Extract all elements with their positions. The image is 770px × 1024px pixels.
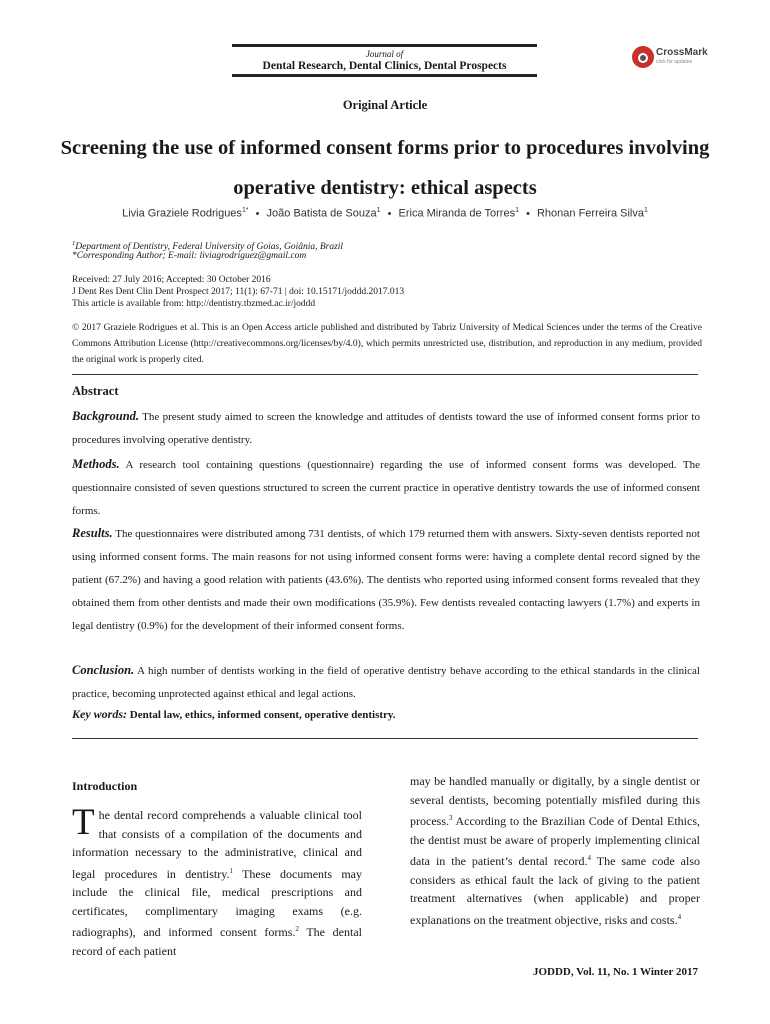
methods-text: A research tool containing questions (questionnaire) regarding the use of informed consent forms was developed. The questionnaire consisted of seven questions structured to screen the current practice in operative dentistry towards the use of informed consent forms. bbox=[72, 459, 700, 517]
author-sup: 1 bbox=[515, 207, 519, 214]
citation-sup: 2 bbox=[295, 925, 299, 933]
abstract-methods bbox=[72, 453, 700, 523]
introduction-left-column: The dental record comprehends a valuable clinical tool that consists of a compilation of the documents and information necessary to the administrative, clinical and legal procedures in dentistry.$^1$ These documents may include the clinical file, medical prescriptions and certificates, complimentary imaging exams (e.g. radiographs), and informed consent forms.$^2$ The dental record of each patient bbox=[72, 802, 363, 958]
abstract-results bbox=[72, 522, 700, 638]
keywords-label: Key words: bbox=[72, 707, 127, 721]
author-name: Livia Graziele Rodrigues bbox=[122, 207, 242, 220]
abstract-conclusion bbox=[72, 659, 700, 706]
background-text: The present study aimed to screen the knowledge and attitudes of dentists toward the use of informed consent forms prior to procedures involving operative dentistry. bbox=[72, 411, 700, 446]
availability-url: This article is available from: http://dentistry.tbzmed.ac.ir/joddd bbox=[72, 299, 316, 309]
crossmark-sub: click for updates bbox=[656, 59, 693, 65]
journal-name: Dental Research, Dental Clinics, Dental Prospects bbox=[262, 60, 507, 72]
journal-of-label: Journal of bbox=[365, 49, 404, 59]
affiliation-department: $^1$Department of Dentistry, Federal University of Goias, Goiânia, Brazil bbox=[72, 240, 344, 253]
methods-heading: Methods. bbox=[72, 457, 120, 471]
corresponding-author: *Corresponding Author; E-mail: liviagrodriguez@gmail.com bbox=[72, 251, 307, 261]
citation-sup: 3 bbox=[449, 814, 453, 822]
article-type: Original Article bbox=[342, 98, 428, 112]
keywords-list: Dental law, ethics, informed consent, operative dentistry. bbox=[129, 709, 396, 721]
conclusion-heading: Conclusion. bbox=[72, 663, 135, 677]
divider-bottom bbox=[72, 738, 698, 739]
author-separator: • bbox=[387, 207, 392, 220]
introduction-right-column: may be handled manually or digitally, by a single dentist or several dentists, becoming potentially misfiled during this process.$^3$ According to the Brazilian Code of Dental Ethics, the dentist must be aware of properly implementing clinical data in the patient’s dental record.$^4$ The same code also considers as ethical fault the lack of giving to the patient treatment alternatives (when applicable) and proper explanations on the treatment objective, risks and costs.$^4$ bbox=[410, 774, 700, 927]
journal-masthead bbox=[232, 44, 537, 77]
citation-doi: J Dent Res Dent Clin Dent Prospect 2017; 11(1): 67-71 | doi: 10.15171/joddd.2017.013 bbox=[72, 287, 405, 297]
crossmark-badge[interactable] bbox=[632, 44, 708, 72]
crossmark-label: CrossMark bbox=[656, 47, 708, 58]
abstract-background bbox=[72, 405, 700, 452]
masthead-rule-bottom bbox=[232, 74, 537, 77]
citation-sup: 4 bbox=[677, 912, 682, 921]
author-sup: 1 bbox=[643, 207, 648, 214]
crossmark-icon bbox=[632, 46, 654, 68]
introduction-heading: Introduction bbox=[72, 779, 138, 793]
results-text: The questionnaires were distributed among 731 dentists, of which 179 returned them with answers. Sixty-seven dentists reported not using informed consent forms. The main reasons for not using informed consent forms were: having a complete dental record signed by the patient (67.2%) and having a good relation with patients (43.6%). The dentists who reported using informed consent forms revealed that they obtained them from other dentists and made their own modifications (35.9%). Few dentists revealed contacting lawyers (1.7%) and experts in legal dentistry (0.9%) for the development of their informed consent forms. bbox=[72, 528, 700, 632]
citation-sup: 1 bbox=[229, 866, 233, 875]
author-sup: 1* bbox=[241, 207, 249, 214]
author-name: João Batista de Souza bbox=[266, 207, 377, 220]
keywords bbox=[72, 707, 700, 722]
author-name: Erica Miranda de Torres bbox=[398, 207, 516, 220]
author-sup: 1 bbox=[376, 207, 381, 214]
abstract-heading: Abstract bbox=[72, 384, 119, 398]
masthead-rule-top bbox=[232, 44, 537, 47]
article-title: Screening the use of informed consent forms prior to procedures involving operative dentistry: ethical aspects bbox=[60, 137, 710, 199]
author-name: Rhonan Ferreira Silva bbox=[536, 207, 644, 220]
license-statement: © 2017 Graziele Rodrigues et al. This is an Open Access article published and distributed by Tabriz University of Medical Sciences under the terms of the Creative Commons Attribution License (http://creativecommons.org/licenses/by/4.0), which permits unrestricted use, distribution, and reproduction in any medium, provided the original work is properly cited. bbox=[72, 323, 702, 365]
author-list bbox=[40, 207, 730, 220]
affiliation-sup: 1 bbox=[72, 240, 76, 247]
divider-top bbox=[72, 374, 698, 375]
results-heading: Results. bbox=[72, 526, 113, 540]
background-heading: Background. bbox=[72, 409, 140, 423]
page-footer: JODDD, Vol. 11, No. 1 Winter 2017 bbox=[532, 966, 698, 978]
received-dates: Received: 27 July 2016; Accepted: 30 October 2016 bbox=[72, 275, 271, 285]
author-separator: • bbox=[526, 207, 530, 220]
citation-sup: 4 bbox=[587, 854, 591, 862]
author-separator: • bbox=[255, 207, 260, 220]
conclusion-text: A high number of dentists working in the field of operative dentistry behave according to the ethical standards in the clinical practice, becoming unprotected against ethical and legal actions. bbox=[72, 665, 700, 700]
dropcap-letter: T bbox=[72, 802, 95, 843]
